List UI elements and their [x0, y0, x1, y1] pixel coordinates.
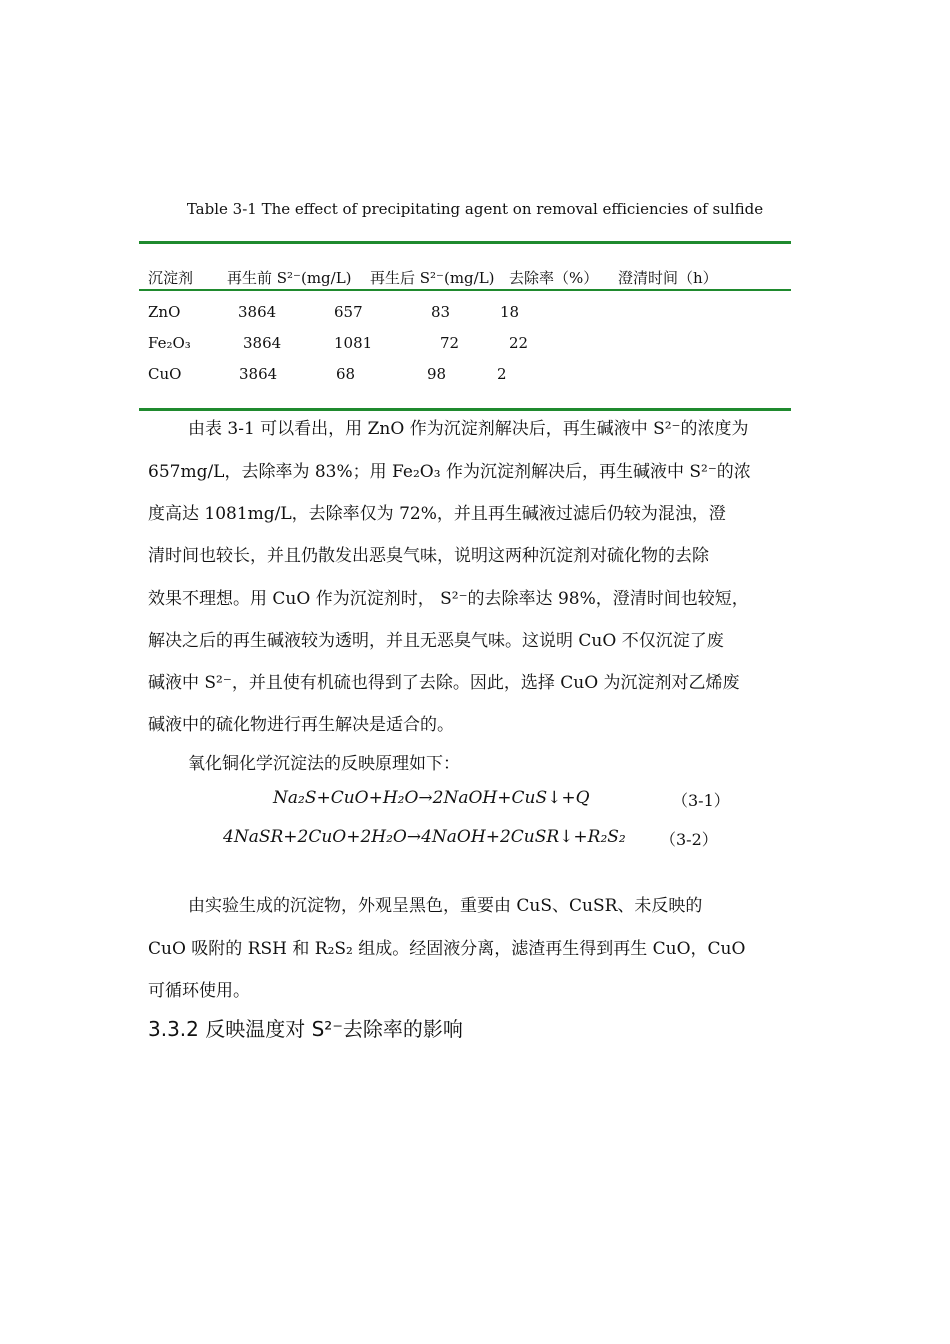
table-header-agent: 沉淀剂: [148, 269, 194, 287]
paragraph-line: 碱液中的硫化物进行再生解决是适合的。: [148, 715, 454, 735]
table-caption: Table 3-1 The effect of precipitating agent on removal efficiencies of sulfide: [186, 200, 764, 218]
equation-2: 4NaSR+2CuO+2H₂O→4NaOH+2CuSR↓+R₂S₂: [223, 827, 626, 847]
table-cell: 72: [440, 334, 460, 352]
table-header-after: 再生后 S²⁻(mg/L): [370, 269, 495, 287]
table-cell: 98: [427, 365, 447, 383]
table-header-time: 澄清时间（h）: [618, 269, 718, 287]
paragraph-line: 碱液中 S²⁻，并且使有机硫也得到了去除。因此，选择 CuO 为沉淀剂对乙烯废: [148, 673, 740, 693]
paragraph-line: 效果不理想。用 CuO 作为沉淀剂时， S²⁻的去除率达 98%，澄清时间也较短，: [148, 589, 749, 609]
table-cell: 1081: [334, 334, 373, 352]
table-cell: 68: [336, 365, 356, 383]
paragraph-line: 可循环使用。: [148, 981, 250, 1001]
table-bottom-rule: [139, 408, 791, 411]
paragraph-line: 度高达 1081mg/L，去除率仅为 72%，并且再生碱液过滤后仍较为混浊，澄: [148, 504, 726, 524]
paragraph-line: 由实验生成的沉淀物，外观呈黑色，重要由 CuS、CuSR、未反映的: [188, 896, 703, 916]
paragraph-line: 由表 3-1 可以看出，用 ZnO 作为沉淀剂解决后，再生碱液中 S²⁻的浓度为: [188, 419, 749, 439]
table-cell: 3864: [239, 365, 278, 383]
table-cell: 2: [497, 365, 507, 383]
table-cell: Fe₂O₃: [148, 334, 191, 352]
table-header-rate: 去除率（%）: [509, 269, 599, 287]
table-cell: 83: [431, 303, 451, 321]
equation-1-number: （3-1）: [672, 791, 730, 810]
table-cell: ZnO: [148, 303, 181, 321]
equation-1: Na₂S+CuO+H₂O→2NaOH+CuS↓+Q: [273, 788, 590, 808]
paragraph-line: 解决之后的再生碱液较为透明，并且无恶臭气味。这说明 CuO 不仅沉淀了废: [148, 631, 724, 651]
table-top-rule: [139, 241, 791, 244]
table-cell: 3864: [243, 334, 282, 352]
paragraph-line: 657mg/L，去除率为 83%；用 Fe₂O₃ 作为沉淀剂解决后，再生碱液中 S²⁻的浓: [148, 462, 751, 482]
paragraph-line: CuO 吸附的 RSH 和 R₂S₂ 组成。经固液分离，滤渣再生得到再生 CuO，CuO: [148, 939, 746, 959]
paragraph-line: 清时间也较长，并且仍散发出恶臭气味，说明这两种沉淀剂对硫化物的去除: [148, 546, 709, 566]
table-cell: 18: [500, 303, 520, 321]
table-cell: 657: [334, 303, 363, 321]
section-heading: 3.3.2 反映温度对 S²⁻去除率的影响: [148, 1017, 463, 1041]
paragraph-intro: 氧化铜化学沉淀法的反映原理如下：: [188, 754, 460, 774]
table-cell: 22: [509, 334, 529, 352]
table-header-rule: [139, 289, 791, 291]
equation-2-number: （3-2）: [660, 830, 718, 849]
table-cell: CuO: [148, 365, 182, 383]
table-cell: 3864: [238, 303, 277, 321]
table-header-before: 再生前 S²⁻(mg/L): [227, 269, 352, 287]
